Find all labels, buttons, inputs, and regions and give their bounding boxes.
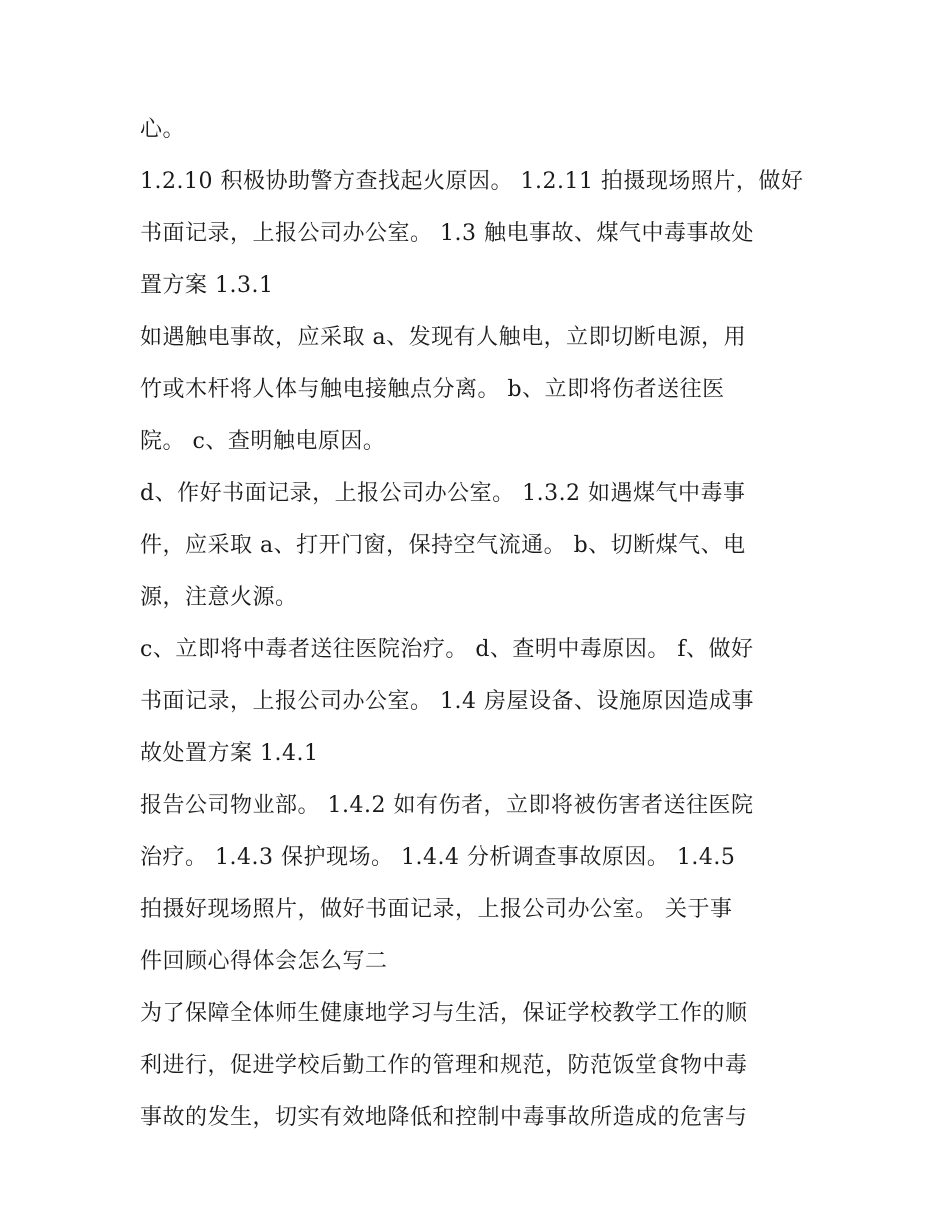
text-line: 书面记录，上报公司办公室。 1.3 触电事故、煤气中毒事故处 [140, 221, 754, 246]
text-line: d、作好书面记录，上报公司办公室。 1.3.2 如遇煤气中毒事 [140, 481, 746, 506]
text-line: 事故的发生，切实有效地降低和控制中毒事故所造成的危害与 [140, 1105, 748, 1130]
text-line: 源，注意火源。 [140, 585, 298, 610]
text-line: 如遇触电事故，应采取 a、发现有人触电，立即切断电源，用 [140, 325, 747, 350]
text-line: 报告公司物业部。 1.4.2 如有伤者，立即将被伤害者送往医院 [140, 793, 754, 818]
text-line: 院。 c、查明触电原因。 [140, 429, 386, 454]
paragraph [140, 468, 830, 624]
text-line: 治疗。 1.4.3 保护现场。 1.4.4 分析调查事故原因。 1.4.5 [140, 845, 736, 870]
text-line: 件回顾心得体会怎么写二 [140, 949, 388, 974]
text-line: 件，应采取 a、打开门窗，保持空气流通。 b、切断煤气、电 [140, 533, 746, 558]
text-line: 利进行，促进学校后勤工作的管理和规范，防范饭堂食物中毒 [140, 1053, 748, 1078]
paragraph [140, 156, 830, 312]
text-line: c、立即将中毒者送往医院治疗。 d、查明中毒原因。 f、做好 [140, 637, 754, 662]
text-line: 竹或木杆将人体与触电接触点分离。 b、立即将伤者送往医 [140, 377, 725, 402]
text-line: 为了保障全体师生健康地学习与生活，保证学校教学工作的顺 [140, 1001, 748, 1026]
text-line: 故处置方案 1.4.1 [140, 741, 319, 766]
text-line: 1.2.10 积极协助警方查找起火原因。 1.2.11 拍摄现场照片，做好 [140, 169, 804, 194]
text-line: 心。 [140, 117, 186, 142]
paragraph [140, 988, 830, 1144]
document-body [140, 104, 830, 1144]
text-line: 拍摄好现场照片，做好书面记录，上报公司办公室。 关于事 [140, 897, 733, 922]
paragraph [140, 884, 830, 988]
text-line: 书面记录，上报公司办公室。 1.4 房屋设备、设施原因造成事 [140, 689, 754, 714]
paragraph [140, 104, 830, 156]
paragraph [140, 624, 830, 780]
text-line: 置方案 1.3.1 [140, 273, 274, 298]
paragraph [140, 780, 830, 884]
paragraph [140, 312, 830, 468]
